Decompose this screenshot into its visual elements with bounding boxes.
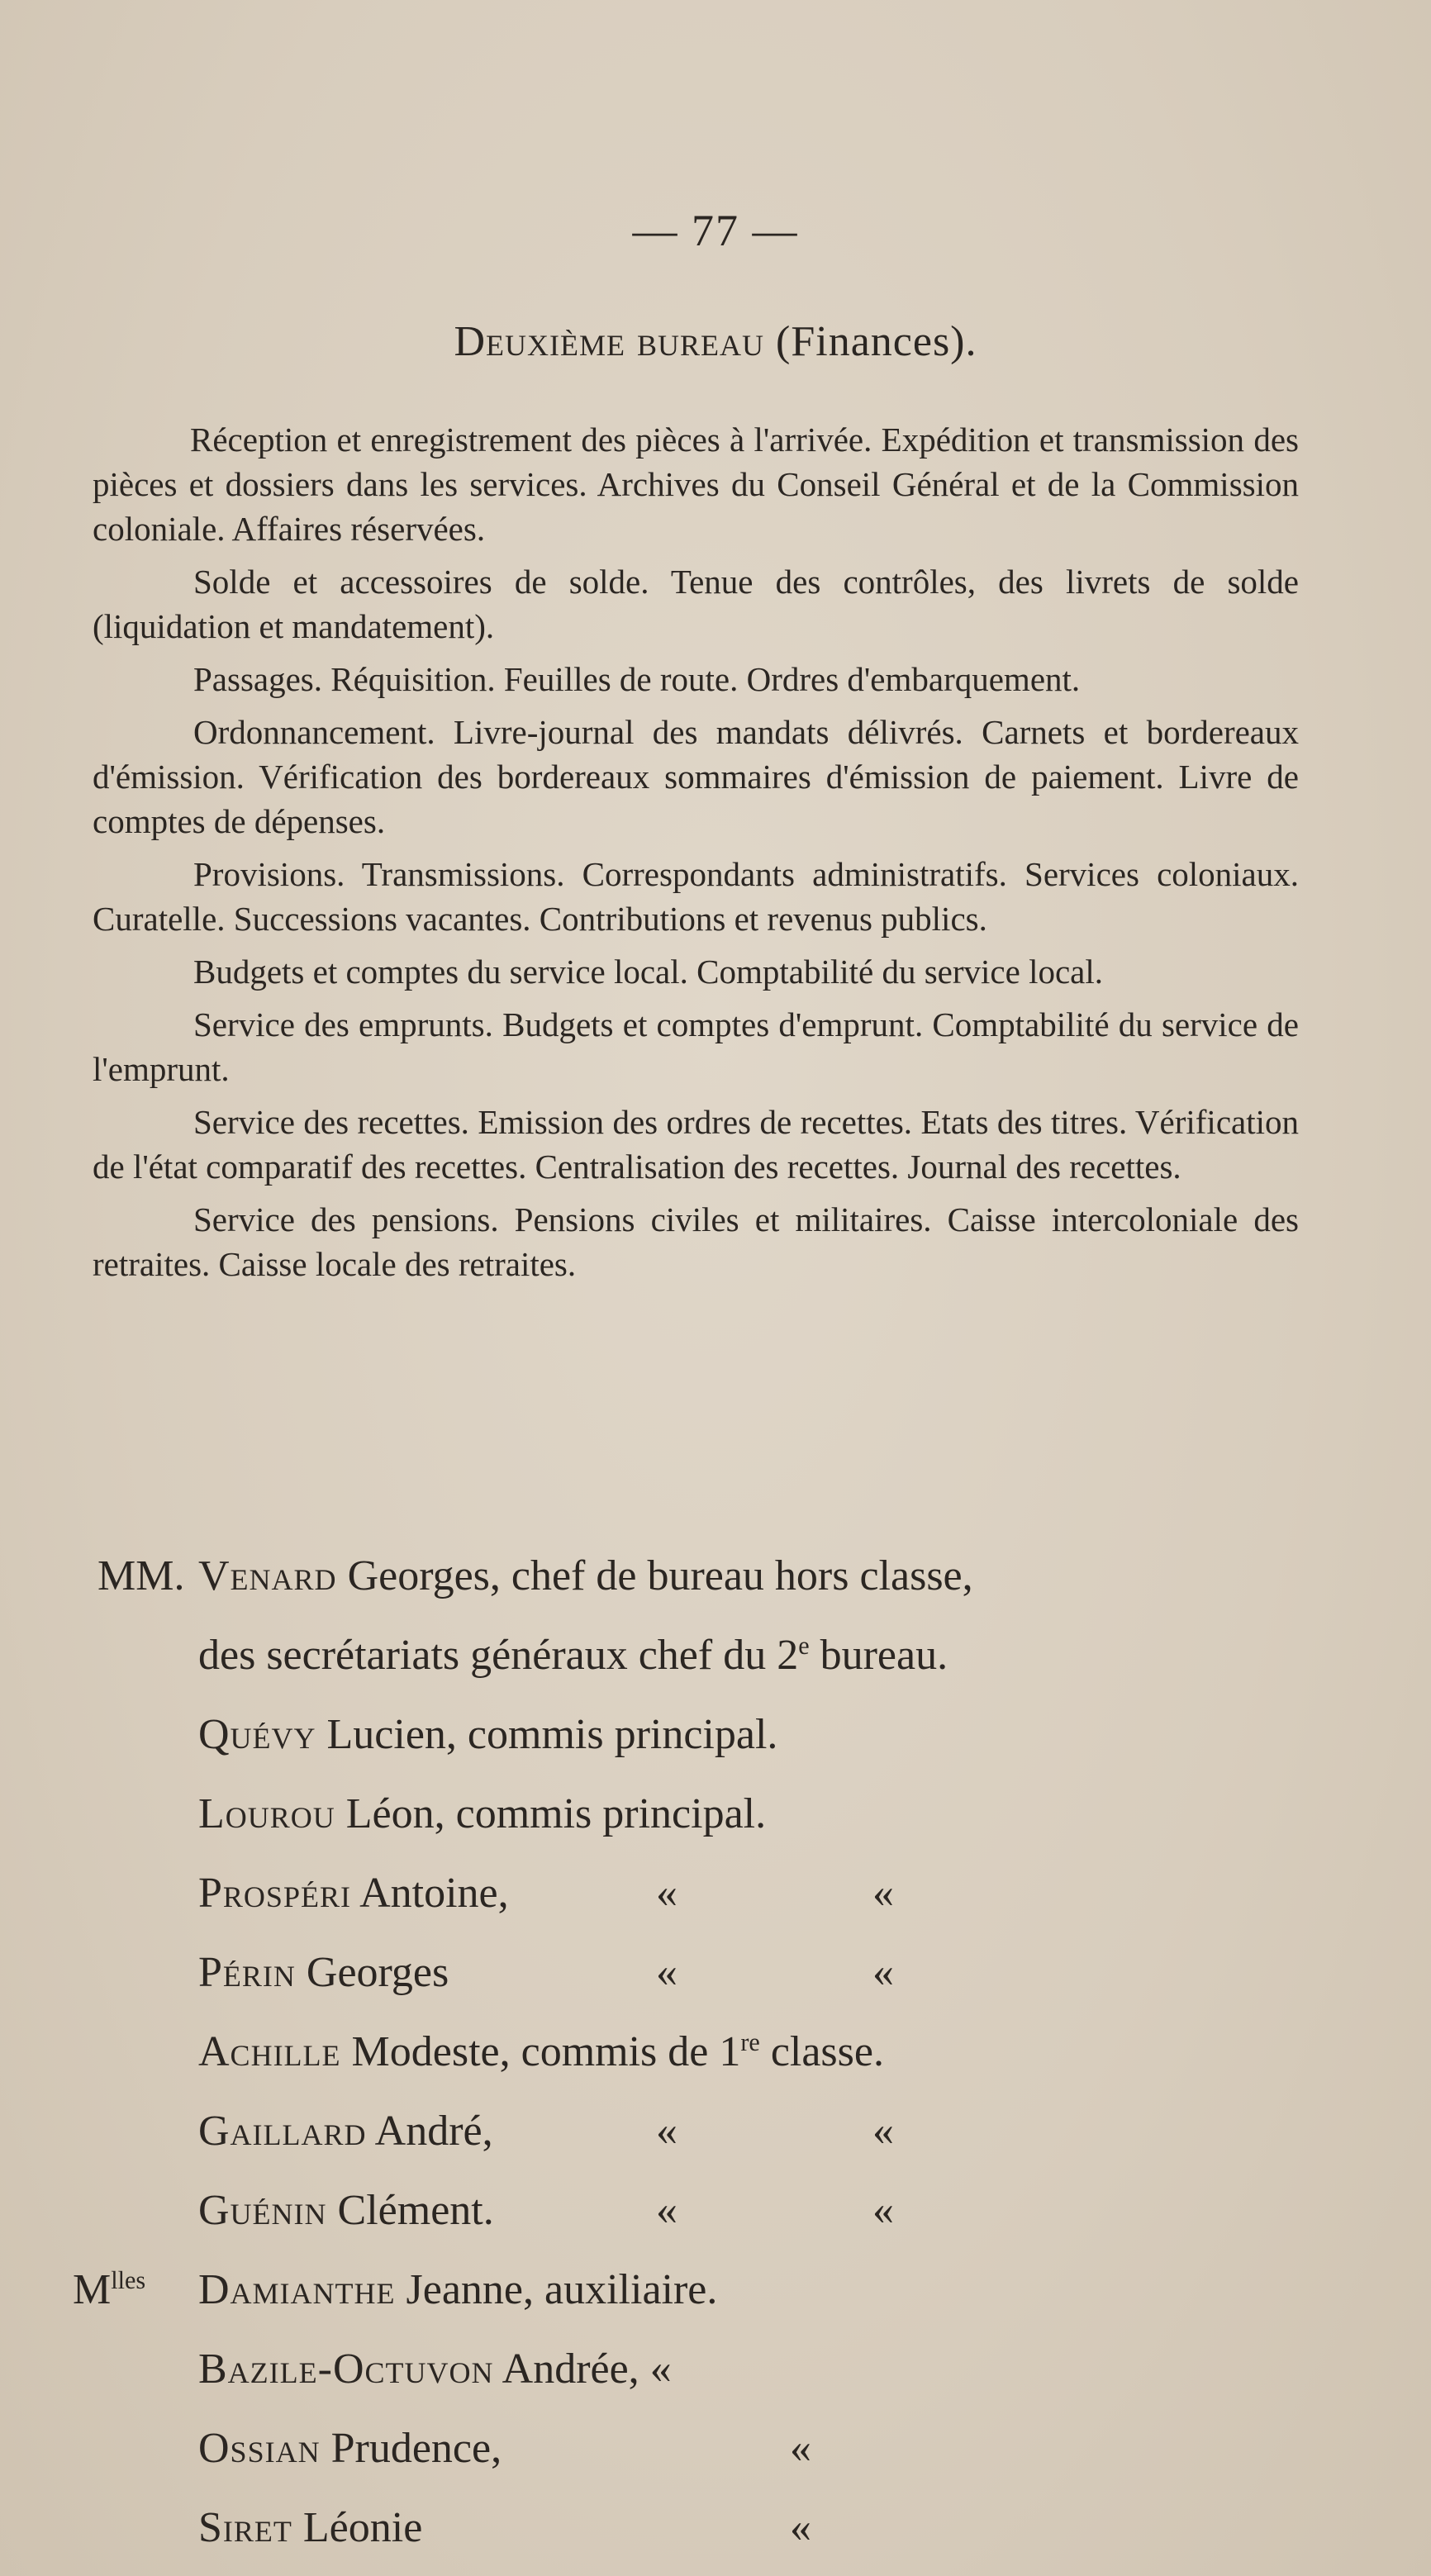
staff-lastname: Siret [198,2504,292,2551]
ditto-mark: « [872,1949,894,1996]
staff-firstname: Modeste, [351,2028,511,2075]
attribution-paragraph: Passages. Réquisition. Feuilles de route. Ordres d'embarquement. [193,660,1081,698]
staff-firstname: Jeanne, [406,2266,535,2313]
staff-entry-text [198,2013,884,2092]
staff-firstname: Andrée, [502,2345,639,2393]
staff-role: commis principal. [455,1790,767,1837]
bureau-attributions [93,417,1299,1295]
attribution-paragraph: Réception et enregistrement des pièces à l'arrivée. Expédition et transmission des pièces et dossiers dans les services. Archives du Conseil Général et de la Commission coloniale. Affaires réservées. [93,421,1299,548]
ditto-mark: « [790,2425,811,2472]
section-title-paren: (Finances). [776,318,977,365]
staff-entry [97,2092,1320,2171]
staff-firstname: Léon, [345,1790,445,1837]
staff-entry [97,2171,1320,2250]
staff-lastname: Achille [198,2028,341,2075]
ordinal-superscript: re [740,2027,760,2056]
staff-firstname: Georges [306,1949,449,1996]
staff-lastname: Venard [198,1552,337,1599]
staff-entry [73,2250,1320,2330]
staff-lastname: Lourou [198,1790,335,1837]
staff-firstname: Prudence, [330,2425,502,2472]
staff-lastname: Périn [198,1949,296,1996]
staff-entry [97,2013,1320,2092]
mm-prefix: MM. [97,1552,185,1599]
staff-entry-text [198,2488,422,2568]
ditto-mark: « [656,1870,677,1917]
staff-lastname: Prospéri [198,1870,351,1917]
staff-entry [97,2409,1320,2488]
staff-entry-head-continued [97,1616,1320,1695]
staff-entry-head [97,1537,1320,1616]
staff-entry-text [198,1854,509,1933]
ditto-mark: « [790,2504,811,2551]
attribution-paragraph: Provisions. Transmissions. Correspondants administratifs. Services coloniaux. Curatelle. Successions vacantes. Contributions et revenus publics. [93,855,1299,938]
staff-firstname: Lucien, [326,1711,457,1758]
attribution-paragraph: Service des recettes. Emission des ordres de recettes. Etats des titres. Vérification de l'état comparatif des recettes. Centralisation des recettes. Journal des recettes. [93,1103,1299,1186]
staff-firstname: Georges, [347,1552,501,1599]
ditto-mark: « [656,1949,677,1996]
staff-entry-text [198,1695,777,1775]
staff-entry [97,1695,1320,1775]
page-number: — 77 — [632,206,799,255]
attribution-paragraph: Service des emprunts. Budgets et comptes d'emprunt. Comptabilité du service de l'emprunt. [93,1005,1299,1088]
mlles-prefix: $M^{lles}$ [73,2265,146,2313]
staff-entry-text [198,2330,672,2409]
staff-firstname: Antoine, [359,1870,509,1917]
staff-entry [97,1933,1320,2013]
staff-list [73,1537,1320,2568]
attribution-paragraph: Service des pensions. Pensions civiles et militaires. Caisse intercoloniale des retraites. Caisse locale des retraites. [93,1200,1299,1283]
staff-entry [97,1854,1320,1933]
staff-entry-text [198,1775,766,1854]
staff-entry-text [198,2171,494,2250]
staff-role-text: commis de 1 [521,2028,741,2075]
staff-role-text: classe. [759,2028,884,2075]
staff-entry-text [198,2092,493,2171]
staff-entry [97,2330,1320,2409]
staff-lastname: Gaillard [198,2108,367,2155]
staff-lastname: Guénin [198,2187,327,2234]
ditto-mark: « [872,2187,894,2234]
staff-role-text: des secrétariats généraux chef du 2 [198,1632,799,1679]
staff-firstname: Clément. [337,2187,494,2234]
staff-entry [97,2488,1320,2568]
staff-lastname: Quévy [198,1711,316,1758]
staff-entry-text [198,2250,717,2330]
staff-role: auxiliaire. [544,2266,718,2313]
staff-lastname: Damianthe [198,2266,396,2313]
staff-entry-text [198,2409,502,2488]
staff-firstname: André, [374,2108,493,2155]
section-title [0,317,1431,366]
staff-lastname: Ossian [198,2425,321,2472]
staff-entry-text [198,1537,973,1616]
attribution-paragraph: Budgets et comptes du service local. Comptabilité du service local. [193,953,1103,991]
ditto-mark: « [649,2345,672,2393]
staff-role: commis principal. [467,1711,778,1758]
ditto-mark: « [872,1870,894,1917]
staff-role-continued [198,1616,948,1695]
staff-firstname: Léonie [302,2504,423,2551]
staff-role: chef de bureau hors classe, [511,1552,973,1599]
ordinal-superscript: e [798,1631,810,1660]
mlles-superscript-visible: lles [111,2265,146,2294]
attribution-paragraph: Ordonnancement. Livre-journal des mandats délivrés. Carnets et bordereaux d'émission. Vérification des bordereaux sommaires d'émission de paiement. Livre de comptes de dépenses. [93,713,1299,840]
section-title-main: Deuxième bureau [454,318,765,365]
attribution-paragraph: Solde et accessoires de solde. Tenue des contrôles, des livrets de solde (liquidation et mandatement). [93,563,1299,645]
staff-role-text: bureau. [809,1632,948,1679]
staff-entry-text [198,1933,449,2013]
ditto-mark: « [872,2108,894,2155]
staff-lastname: Bazile-Octuvon [198,2345,494,2393]
staff-role [521,2028,884,2075]
ditto-mark: « [656,2187,677,2234]
staff-entry [97,1775,1320,1854]
ditto-mark: « [656,2108,677,2155]
